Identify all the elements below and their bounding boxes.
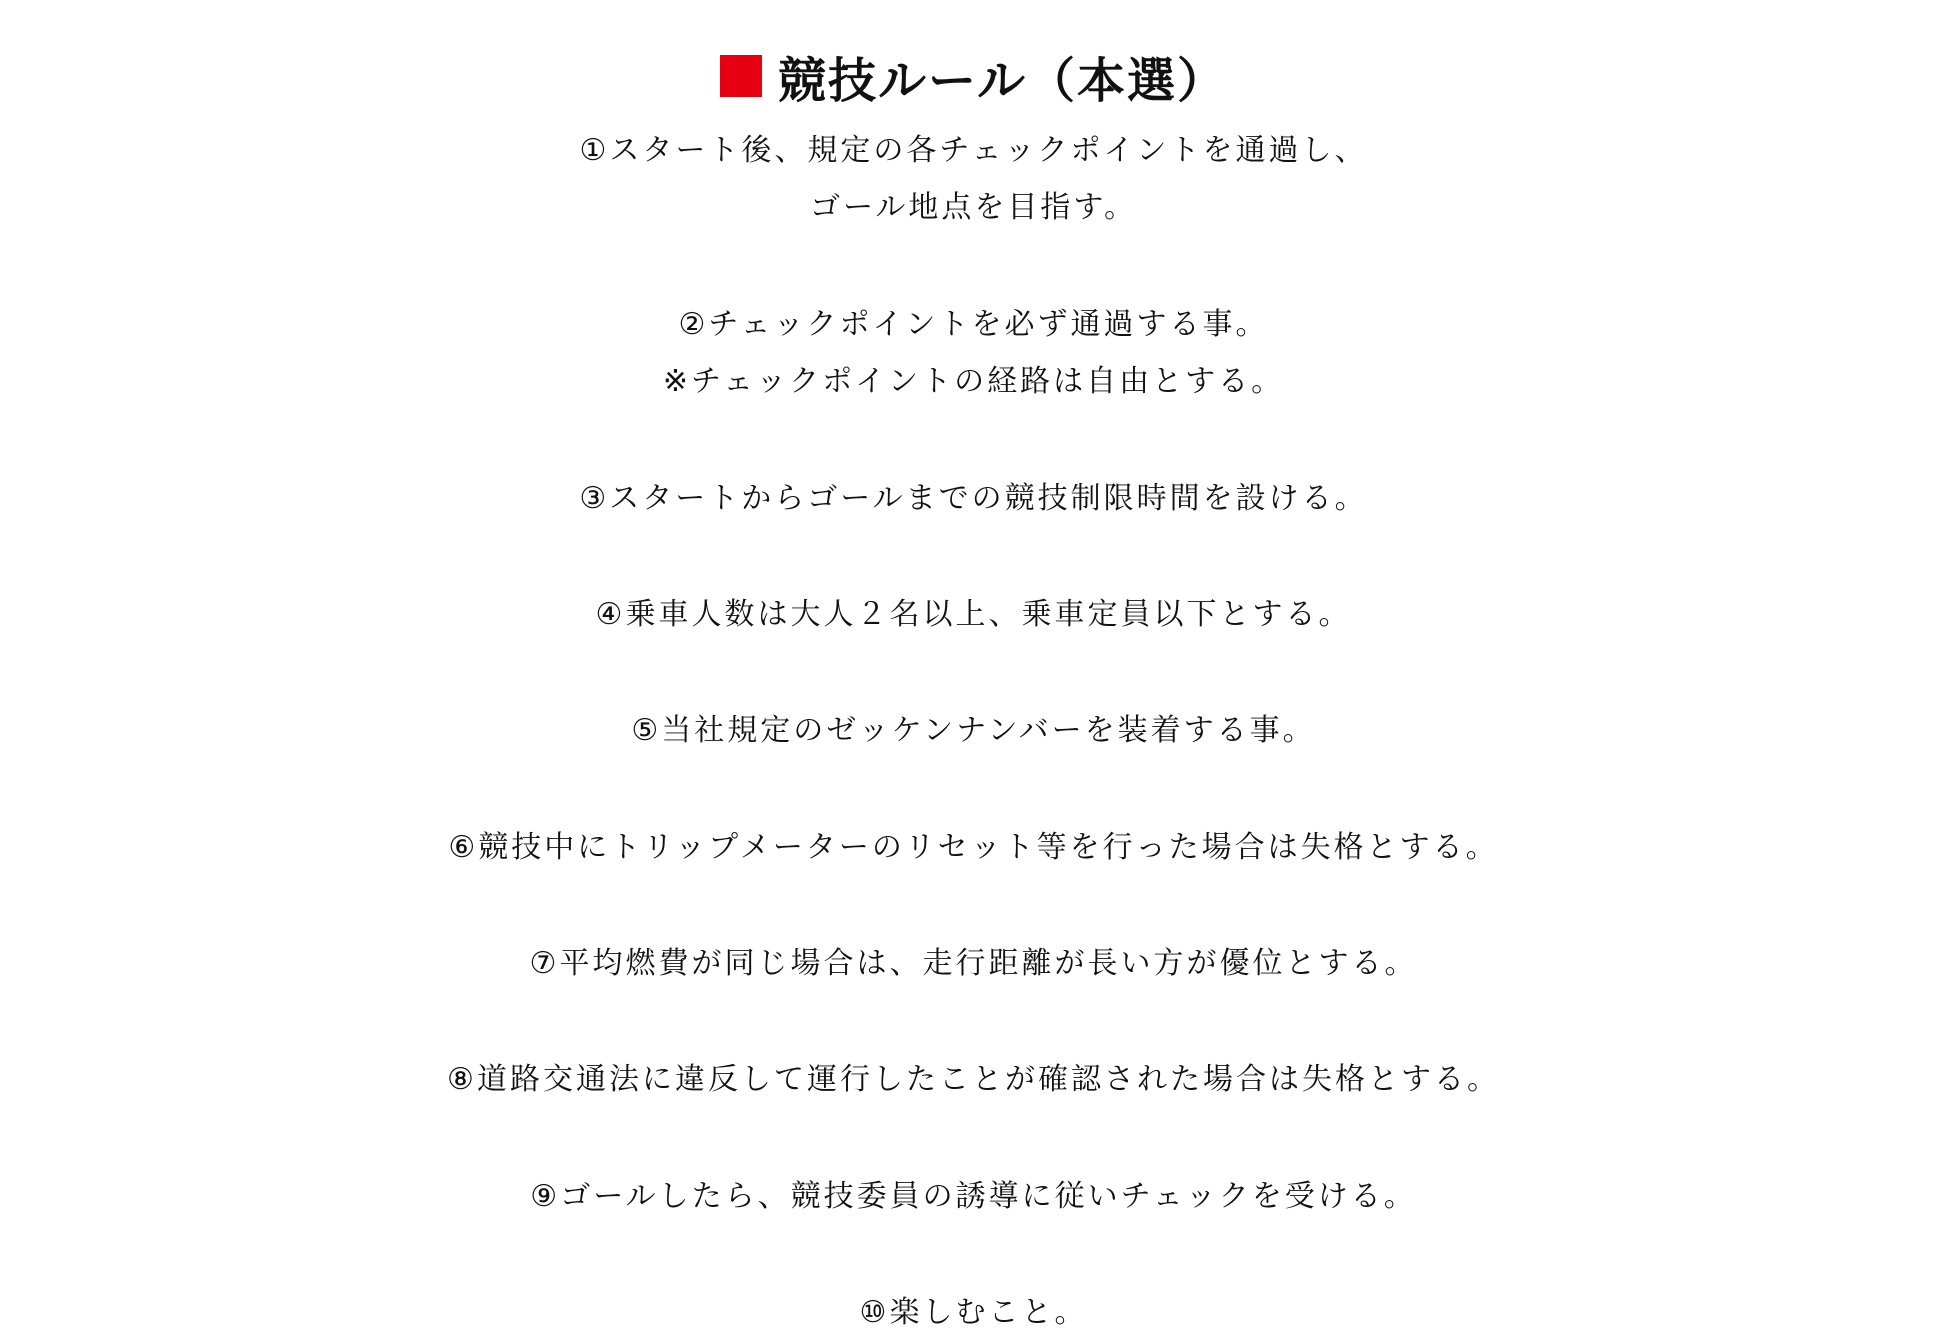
rule-2-line-1: ②チェックポイントを必ず通過する事。 [678, 307, 1269, 342]
rule-1-line-2: ゴール地点を目指す。 [810, 190, 1137, 225]
rule-8-line-1: ⑧道路交通法に違反して運行したことが確認された場合は失格とする。 [447, 1062, 1500, 1097]
page-title-text: 競技ルール（本選） [777, 52, 1228, 109]
rule-9-line-1: ⑨ゴールしたら、競技委員の誘導に従いチェックを受ける。 [530, 1179, 1417, 1214]
rule-2-line-2: ※チェックポイントの経路は自由とする。 [662, 364, 1285, 399]
rule-5-line-1: ⑤当社規定のゼッケンナンバーを装着する事。 [631, 713, 1316, 748]
page-title [0, 44, 1947, 108]
rule-10-line-1: ⑩楽しむこと。 [859, 1295, 1088, 1330]
rule-7-line-1: ⑦平均燃費が同じ場合は、走行距離が長い方が優位とする。 [529, 946, 1418, 981]
rule-1-line-1: ①スタート後、規定の各チェックポイントを通過し、 [579, 133, 1368, 168]
rule-3-line-1: ③スタートからゴールまでの競技制限時間を設ける。 [579, 481, 1368, 516]
rule-6-line-1: ⑥競技中にトリップメーターのリセット等を行った場合は失格とする。 [448, 830, 1499, 865]
rule-4-line-1: ④乗車人数は大人２名以上、乗車定員以下とする。 [595, 597, 1352, 632]
red-square-icon [720, 55, 762, 97]
